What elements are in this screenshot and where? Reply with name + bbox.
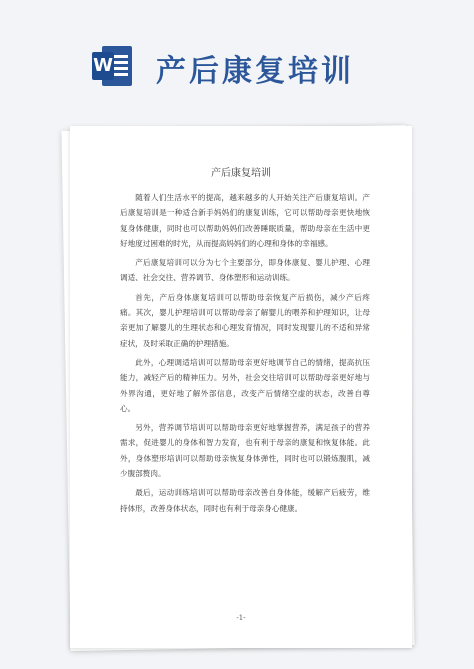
page-number: -1- — [236, 614, 246, 622]
document-title: 产后康复培训 — [211, 168, 271, 179]
document-page — [70, 126, 412, 648]
paragraph: 另外，营养调节培训可以帮助母亲更好地掌握营养，满足孩子的营养需求，促进婴儿的身体和智力发育，也有利于母亲的康复和恢复体能。此外，身体塑形培训可以帮助母亲恢复身体弹性，同时也可以锻炼腹肌，减少腹部赘肉。 — [120, 423, 370, 479]
word-icon-letter: W — [92, 52, 114, 80]
word-icon — [92, 44, 132, 88]
paragraph: 随着人们生活水平的提高，越来越多的人开始关注产后康复培训。产后康复培训是一种适合新手妈妈们的康复训练，它可以帮助母亲更快地恢复身体健康，同时也可以帮助妈妈们改善睡眠质量，帮助母亲在生活中更好地度过困难的时光，从而提高妈妈们的心理和身体的幸福感。 — [120, 193, 370, 248]
banner-title: 产后康复培训 — [156, 54, 354, 89]
paragraph: 最后，运动训练培训可以帮助母亲改善自身体能，缓解产后疲劳，维持体形，改善身体状态，同时也有利于母亲身心健康。 — [120, 488, 370, 513]
document-body — [120, 190, 370, 520]
paragraph: 此外，心理调适培训可以帮助母亲更好地调节自己的情绪，提高抗压能力，减轻产后的精神压力。另外，社会交往培训可以帮助母亲更好地与外界沟通，更好地了解外部信息，改变产后情绪空虚的状态，改善自尊心。 — [120, 357, 370, 413]
paragraph: 首先，产后身体康复培训可以帮助母亲恢复产后损伤，减少产后疼痛。其次，婴儿护理培训可以帮助母亲了解婴儿的喂养和护理知识，让母亲更加了解婴儿的生理状态和心理发育情况，同时发现婴儿的不适和异常症状，及时采取正确的护理措施。 — [120, 292, 370, 348]
paragraph: 产后康复培训可以分为七个主要部分，即身体康复、婴儿护理、心理调适、社会交往、营养调节、身体塑形和运动训练。 — [120, 258, 370, 283]
header-banner — [0, 0, 474, 120]
